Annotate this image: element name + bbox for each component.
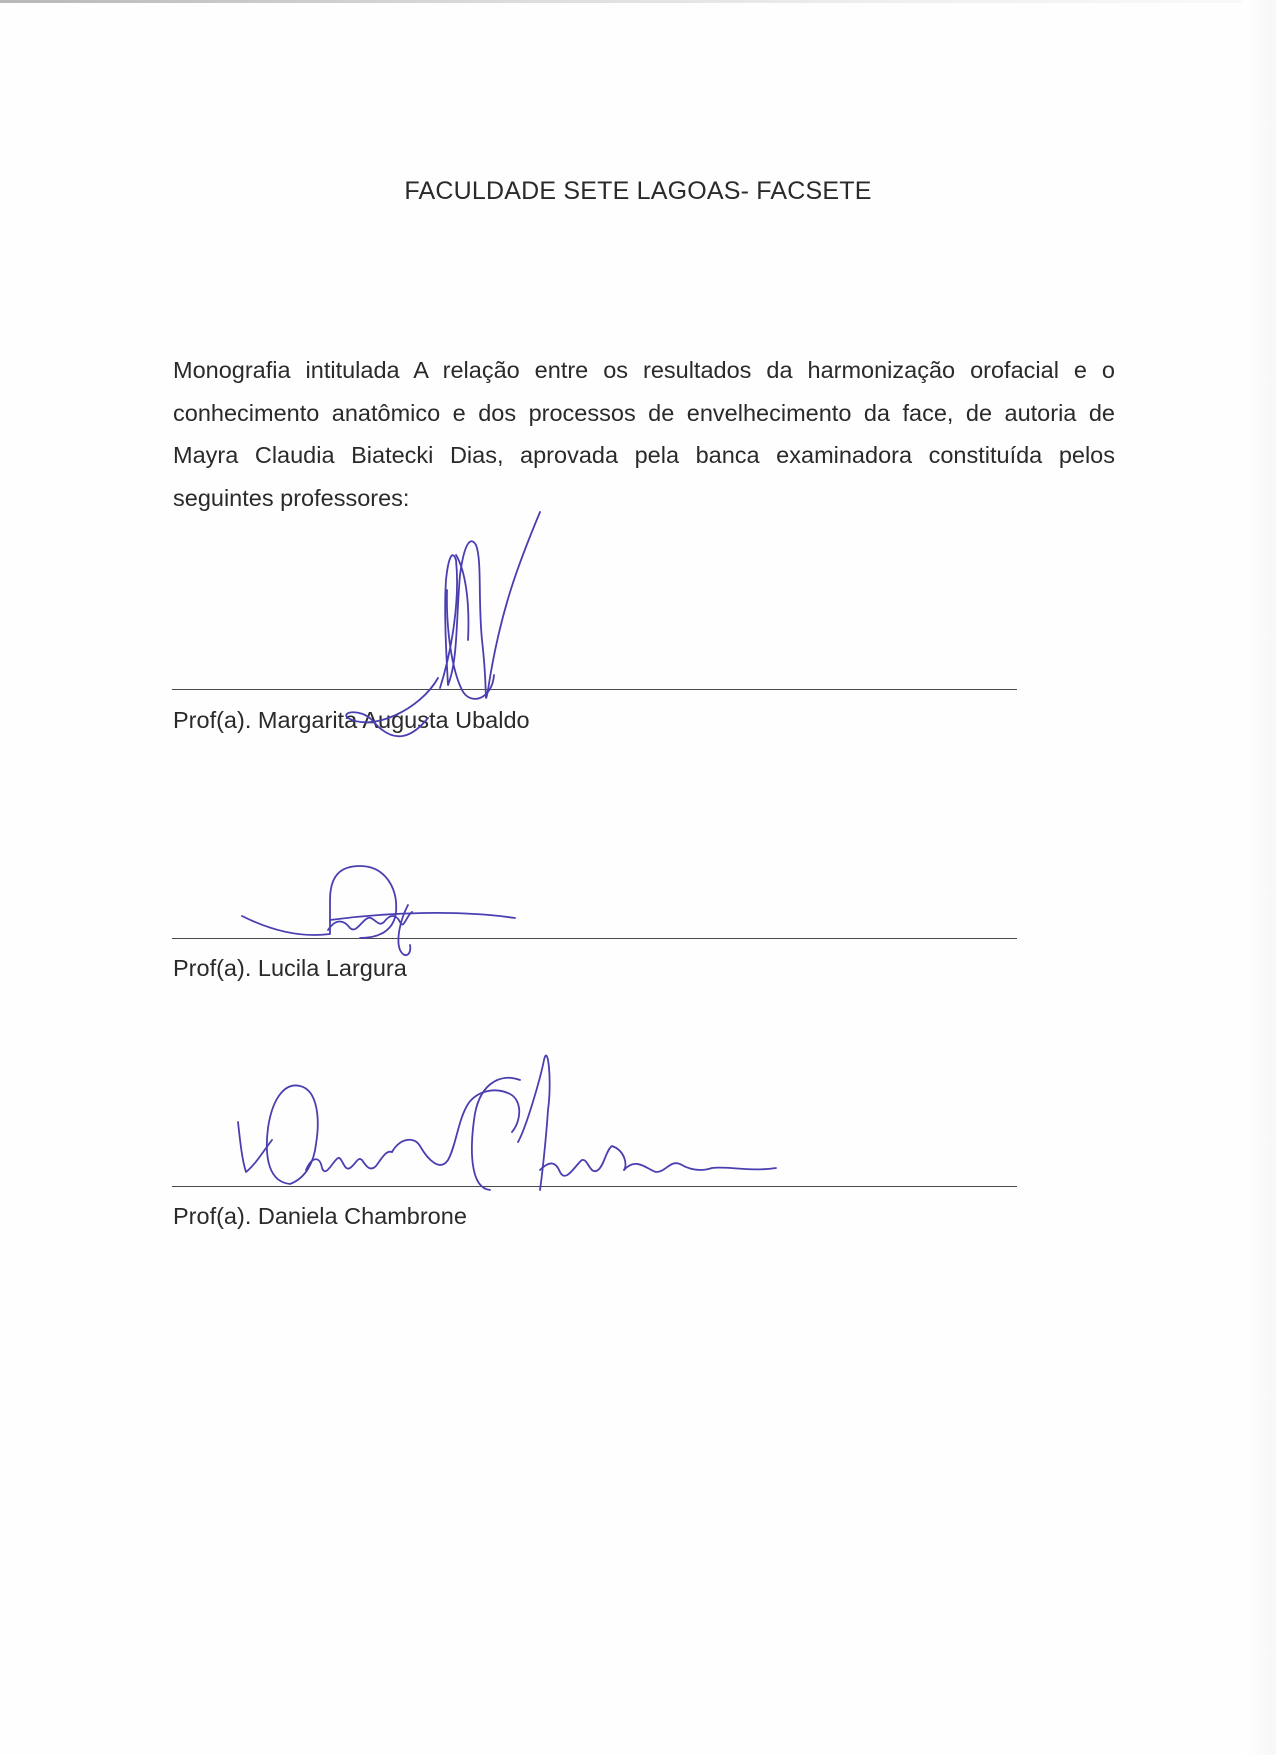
- signature-daniela: [238, 1056, 776, 1190]
- signature-lucila: [242, 866, 515, 955]
- approval-statement: Monografia intitulada A relação entre os resultados da harmonização orofacial e o conhecimento anatômico e dos processos de envelhecimento da face, de autoria de Mayra Claudia Biatecki Dias, aprovada pela banca examinadora constituída pelos seguintes professores:: [173, 357, 1115, 511]
- signatory-name-3: Prof(a). Daniela Chambrone: [173, 1203, 467, 1229]
- signatory-name-1: Prof(a). Margarita Augusta Ubaldo: [173, 707, 530, 733]
- signatory-name-2: Prof(a). Lucila Largura: [173, 955, 407, 981]
- signature-line-3: [172, 1186, 1017, 1187]
- scan-top-edge: [0, 0, 1276, 3]
- scan-right-edge: [1242, 0, 1276, 1755]
- signature-line-2: [172, 938, 1017, 939]
- institution-header: FACULDADE SETE LAGOAS- FACSETE: [404, 177, 872, 205]
- signature-line-1: [172, 689, 1017, 690]
- signature-margarita: [346, 512, 540, 736]
